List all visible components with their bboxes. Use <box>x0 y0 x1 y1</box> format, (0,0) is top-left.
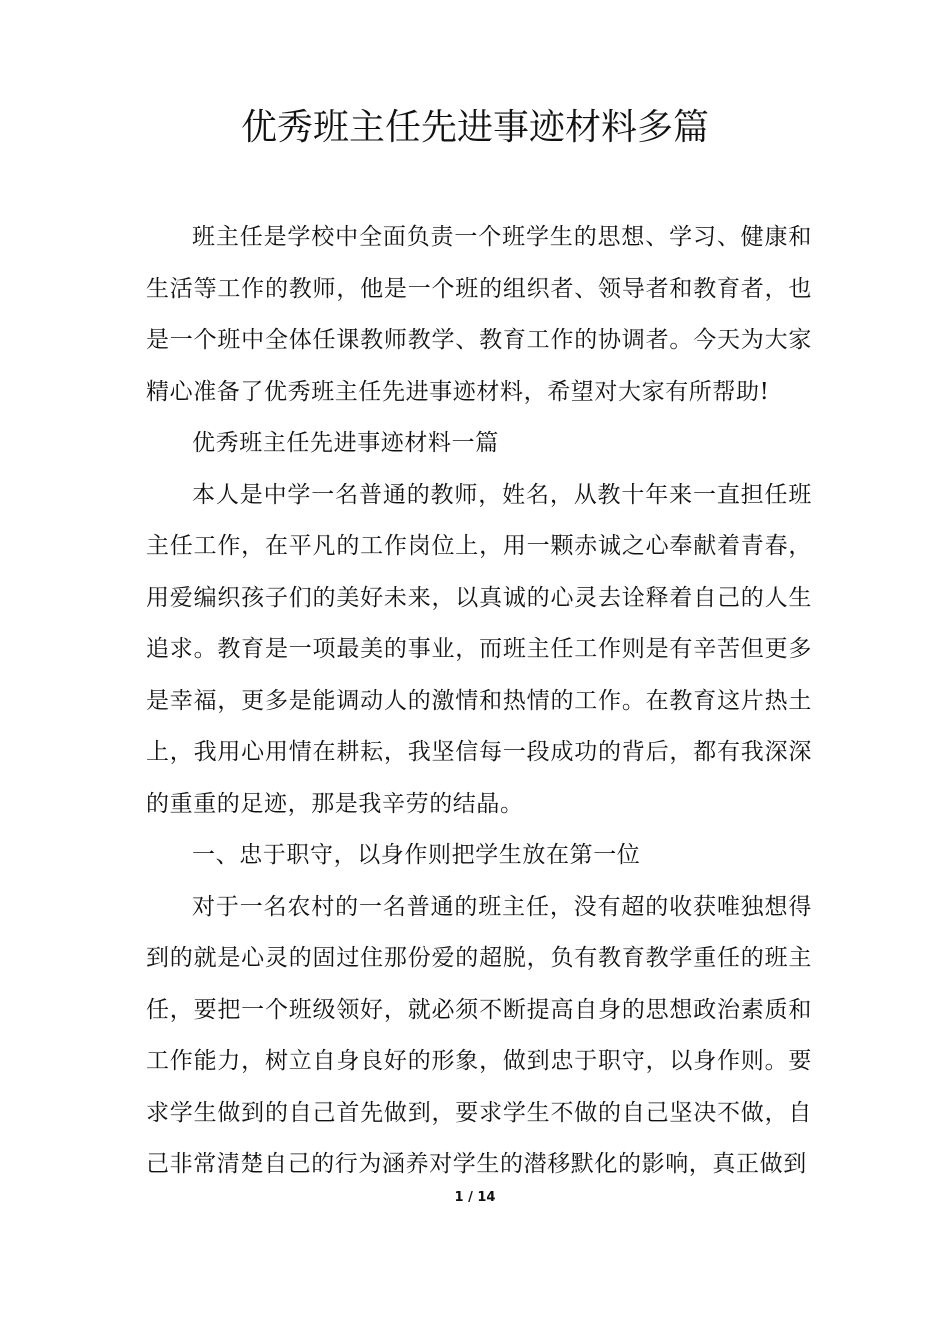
body-paragraph: 本人是中学一名普通的教师，姓名，从教十年来一直担任班主任工作，在平凡的工作岗位上，用一颗赤诚之心奉献着青春，用爱编织孩子们的美好未来，以真诚的心灵去诠释着自己的人生追求。教育是一项最美的事业，而班主任工作则是有辛苦但更多是幸福，更多是能调动人的激情和热情的工作。在教育这片热土上，我用心用情在耕耘，我坚信每一段成功的背后，都有我深深的重重的足迹，那是我辛劳的结晶。 <box>146 481 812 817</box>
section-heading: 优秀班主任先进事迹材料一篇 <box>192 430 499 456</box>
document-body <box>146 212 812 1191</box>
intro-paragraph: 班主任是学校中全面负责一个班学生的思想、学习、健康和生活等工作的教师，他是一个班的组织者、领导者和教育者，也是一个班中全体任课教师教学、教育工作的协调者。今天为大家精心准备了优秀班主任先进事迹材料，希望对大家有所帮助! <box>146 224 812 405</box>
subsection-heading: 一、忠于职守，以身作则把学生放在第一位 <box>192 842 641 868</box>
body-paragraph: 对于一名农村的一名普通的班主任，没有超的收获唯独想得到的就是心灵的固过住那份爱的超脱，负有教育教学重任的班主任，要把一个班级领好，就必须不断提高自身的思想政治素质和工作能力，树立自身良好的形象，做到忠于职守，以身作则。要求学生做到的自己首先做到，要求学生不做的自己坚决不做，自己非常清楚自己的行为涵养对学生的潜移默化的影响，真正做到 <box>146 893 812 1177</box>
page-number: 1 / 14 <box>454 1190 496 1205</box>
document-title: 优秀班主任先进事迹材料多篇 <box>240 107 709 148</box>
